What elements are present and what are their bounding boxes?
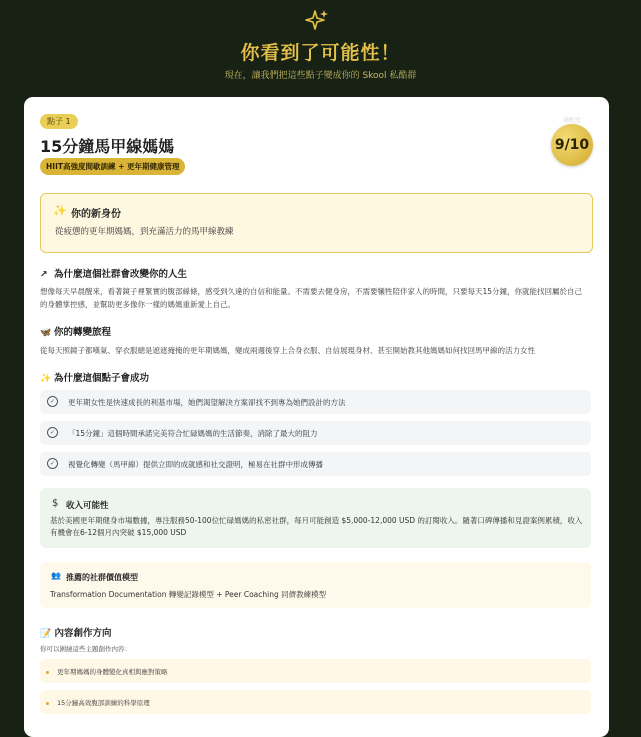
sparkles-icon: ✨: [53, 204, 67, 217]
sparkles-icon: [304, 8, 330, 34]
success-heading: ✨ 為什麼這個點子會成功: [40, 373, 150, 384]
content-subtitle: 你可以圍繞這些主題創作內容：: [40, 645, 131, 653]
sparkles-icon: ✨: [40, 374, 52, 384]
model-text: Transformation Documentation 轉變記錄模型 + Peer Coaching 同儕教練模型: [50, 590, 327, 599]
model-heading: 推薦的社群價值模型: [66, 573, 138, 582]
journey-text: 從每天照鏡子都嘆氣、穿衣服總是遮遮掩掩的更年期媽媽，變成兩週後穿上合身衣服、自信展現身材、甚至開始教其他媽媽如何找回馬甲線的活力女性: [40, 346, 535, 355]
community-model-box: [40, 562, 591, 608]
idea-title: 15分鐘馬甲線媽媽: [40, 137, 175, 156]
check-circle-icon: ✓: [47, 458, 58, 469]
hero-header: [0, 0, 641, 97]
income-heading: 收入可能性: [66, 501, 109, 511]
note-icon: 📝: [40, 629, 52, 639]
idea-card: [24, 97, 609, 737]
check-circle-icon: ✓: [47, 427, 58, 438]
identity-heading: 你的新身份: [71, 209, 121, 220]
check-circle-icon: ✓: [47, 396, 58, 407]
users-icon: 👥: [51, 571, 61, 580]
idea-number-badge: 點子 1: [40, 114, 78, 129]
content-idea-item: 更年期媽媽的身體變化真相與應對策略: [40, 659, 591, 683]
income-box: [40, 488, 591, 548]
hero-subtitle: 現在，讓我們把這些點子變成你的 Skool 私酷群: [224, 71, 417, 81]
fit-score-badge: 9/10: [551, 124, 593, 166]
content-heading: 📝 內容創作方向: [40, 628, 112, 639]
trending-up-icon: ↗: [40, 270, 48, 280]
reason-item: ✓ 更年期女性是快速成長的利基市場，她們渴望解決方案卻找不到專為她們設計的方法: [40, 390, 591, 414]
idea-category-tag: HIIT高強度間歇訓練 + 更年期健康管理: [40, 158, 185, 175]
identity-text: 從疲憊的更年期媽媽，到充滿活力的馬甲線教練: [55, 227, 234, 237]
journey-heading: 🦋 你的轉變旅程: [40, 327, 112, 338]
butterfly-icon: 🦋: [40, 328, 52, 338]
reason-item: ✓ 視覺化轉變（馬甲線）提供立即的成就感和社交證明，極易在社群中形成傳播: [40, 452, 591, 476]
score-label: 適配度: [563, 117, 582, 124]
content-idea-item: 15分鐘高效腹部訓練的科學原理: [40, 690, 591, 714]
hero-title: 你看到了可能性！: [240, 42, 401, 64]
dollar-icon: $: [52, 498, 59, 509]
reason-item: ✓ 「15分鐘」這個時間承諾完美符合忙碌媽媽的生活節奏，消除了最大的阻力: [40, 421, 591, 445]
new-identity-box: [40, 193, 593, 253]
why-text: 想像每天早晨醒來，看著鏡子裡緊實的腹部線條，感受到久違的自信和能量。不需要去健身房，不需要犧牲陪伴家人的時間，只要每天15分鐘，你就能找回屬於自己的身體掌控感，並幫助更多像你一樣的媽媽重新愛上自己。: [40, 287, 583, 309]
why-heading: ↗ 為什麼這個社群會改變你的人生: [40, 269, 188, 280]
income-text: 基於美國更年期健身市場數據，專注服務50-100位忙碌媽媽的私密社群，每月可能創造 $5,000-12,000 USD 的訂閱收入。隨著口碑傳播和見證案例累積，收入有機會在6-12個月內突破 $15,000 USD: [50, 516, 583, 537]
bullet-icon: [46, 702, 49, 705]
bullet-icon: [46, 671, 49, 674]
